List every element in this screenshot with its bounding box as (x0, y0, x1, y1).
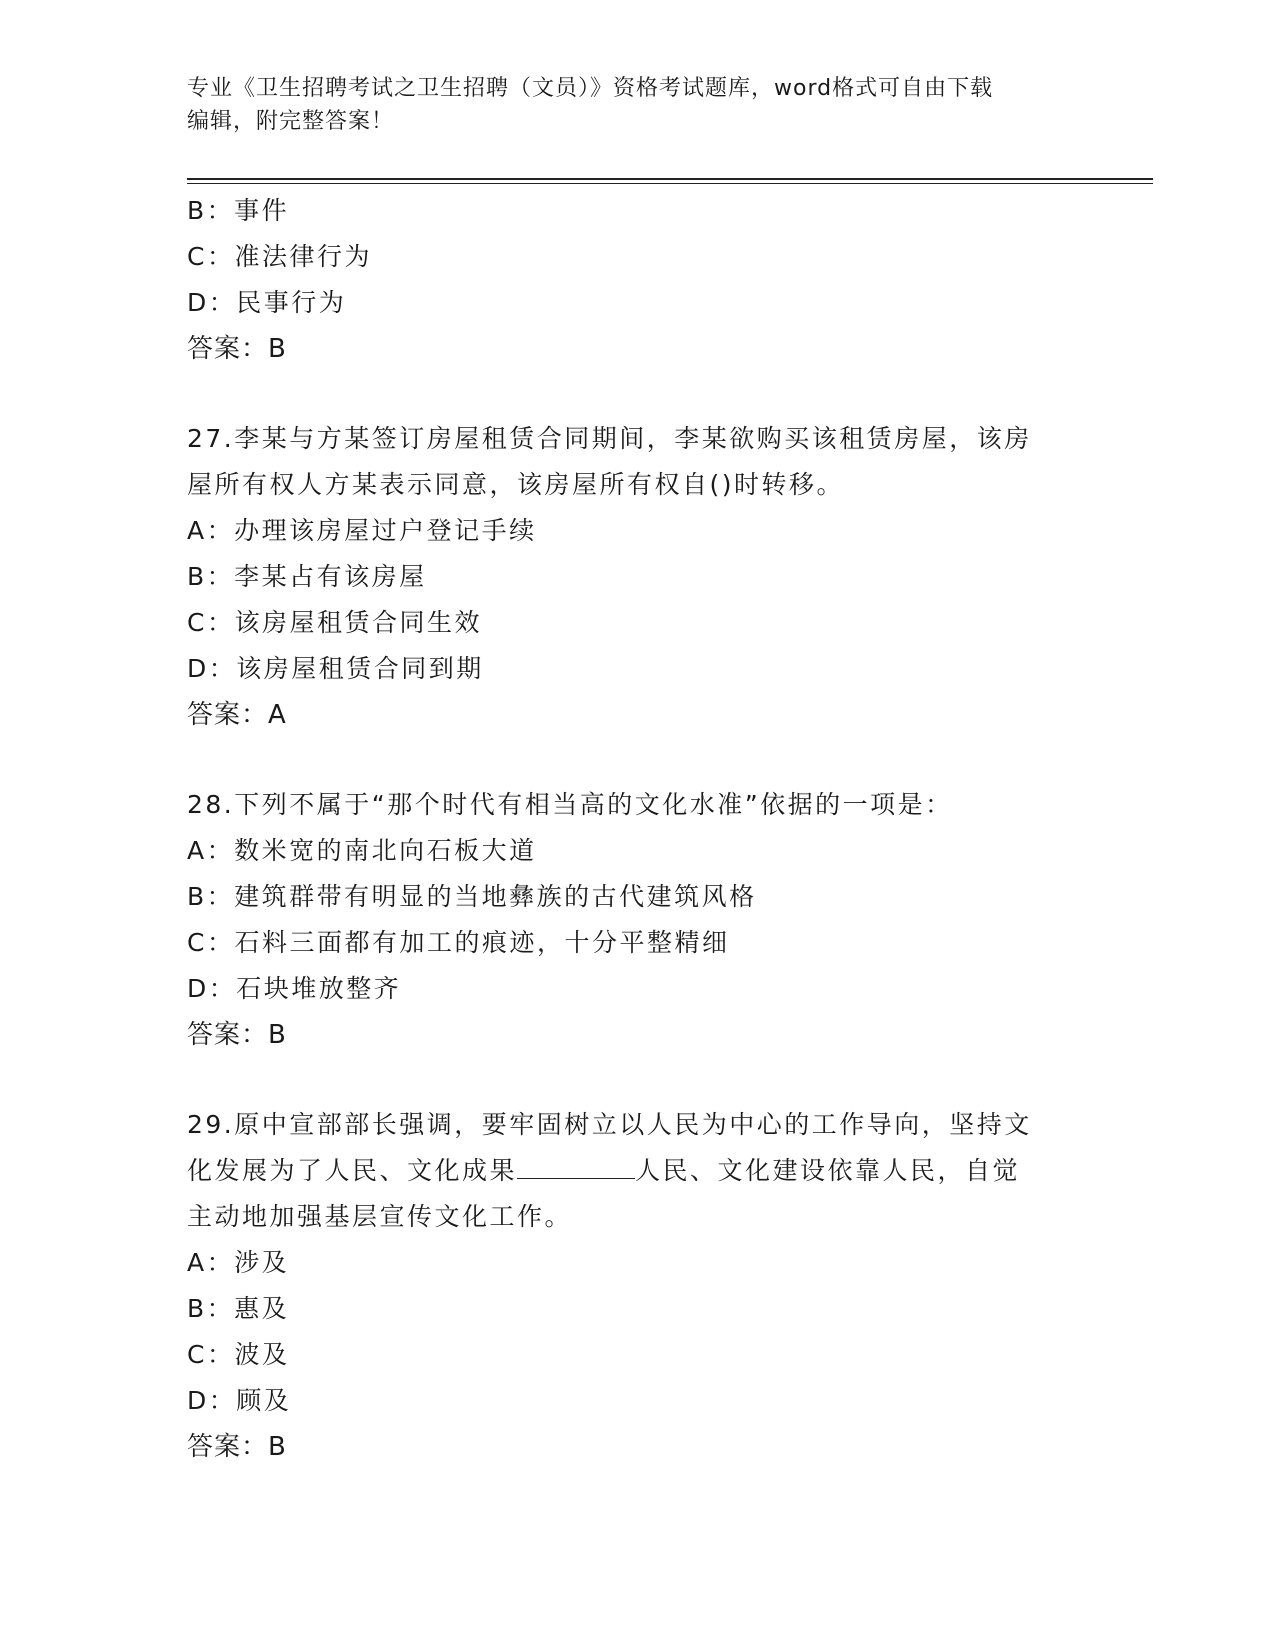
stem-line-3: 主动地加强基层宣传文化工作。 (187, 1202, 573, 1231)
question-29 (187, 1102, 1087, 1470)
option-c: C：准法律行为 (187, 242, 372, 271)
stem-line-2-before: 化发展为了人民、文化成果 (187, 1156, 518, 1185)
option-b: B：李某占有该房屋 (187, 562, 427, 591)
stem-line-2-after: 人民、文化建设依靠人民，自觉 (635, 1156, 1021, 1185)
spacer (187, 1058, 1087, 1102)
header-rule-thick (187, 178, 1153, 180)
answer-line: 答案：B (187, 1020, 287, 1050)
question-28 (187, 782, 1087, 1058)
option-b: B：事件 (187, 196, 290, 225)
option-d: D：民事行为 (187, 288, 347, 317)
option-b: B：建筑群带有明显的当地彝族的古代建筑风格 (187, 882, 757, 911)
fill-in-blank (517, 1150, 635, 1179)
option-a: A：数米宽的南北向石板大道 (187, 836, 537, 865)
question-stem (187, 782, 1087, 828)
question-27 (187, 416, 1087, 738)
header-line-2: 编辑，附完整答案！ (187, 109, 395, 134)
stem-line-2: 屋所有权人方某表示同意，该房屋所有权自()时转移。 (187, 470, 845, 499)
answer-line: 答案：B (187, 1432, 287, 1462)
question-stem (187, 1102, 1087, 1240)
spacer (187, 738, 1087, 782)
stem-line-1: 27.李某与方某签订房屋租赁合同期间，李某欲购买该租赁房屋，该房 (187, 424, 1032, 453)
question-26-tail (187, 188, 1087, 372)
option-d: D：石块堆放整齐 (187, 974, 402, 1003)
spacer (187, 372, 1087, 416)
question-stem (187, 416, 1087, 508)
option-d: D：该房屋租赁合同到期 (187, 654, 484, 683)
answer-line: 答案：A (187, 700, 287, 730)
answer-line: 答案：B (187, 334, 287, 364)
stem-line-1: 28.下列不属于“那个时代有相当高的文化水准”依据的一项是： (187, 790, 953, 819)
option-a: A：涉及 (187, 1248, 290, 1277)
option-b: B：惠及 (187, 1294, 290, 1323)
option-c: C：石料三面都有加工的痕迹，十分平整精细 (187, 928, 730, 957)
header-line-1: 专业《卫生招聘考试之卫生招聘（文员）》资格考试题库，word格式可自由下载 (187, 76, 994, 101)
stem-line-2 (187, 1148, 1087, 1194)
question-list (187, 188, 1087, 1470)
header-rule-thin (187, 183, 1153, 184)
stem-line-1: 29.原中宣部部长强调，要牢固树立以人民为中心的工作导向，坚持文 (187, 1110, 1032, 1139)
option-c: C：该房屋租赁合同生效 (187, 608, 482, 637)
option-c: C：波及 (187, 1340, 290, 1369)
option-d: D：顾及 (187, 1386, 292, 1415)
option-a: A：办理该房屋过户登记手续 (187, 516, 537, 545)
document-header (187, 72, 1087, 138)
